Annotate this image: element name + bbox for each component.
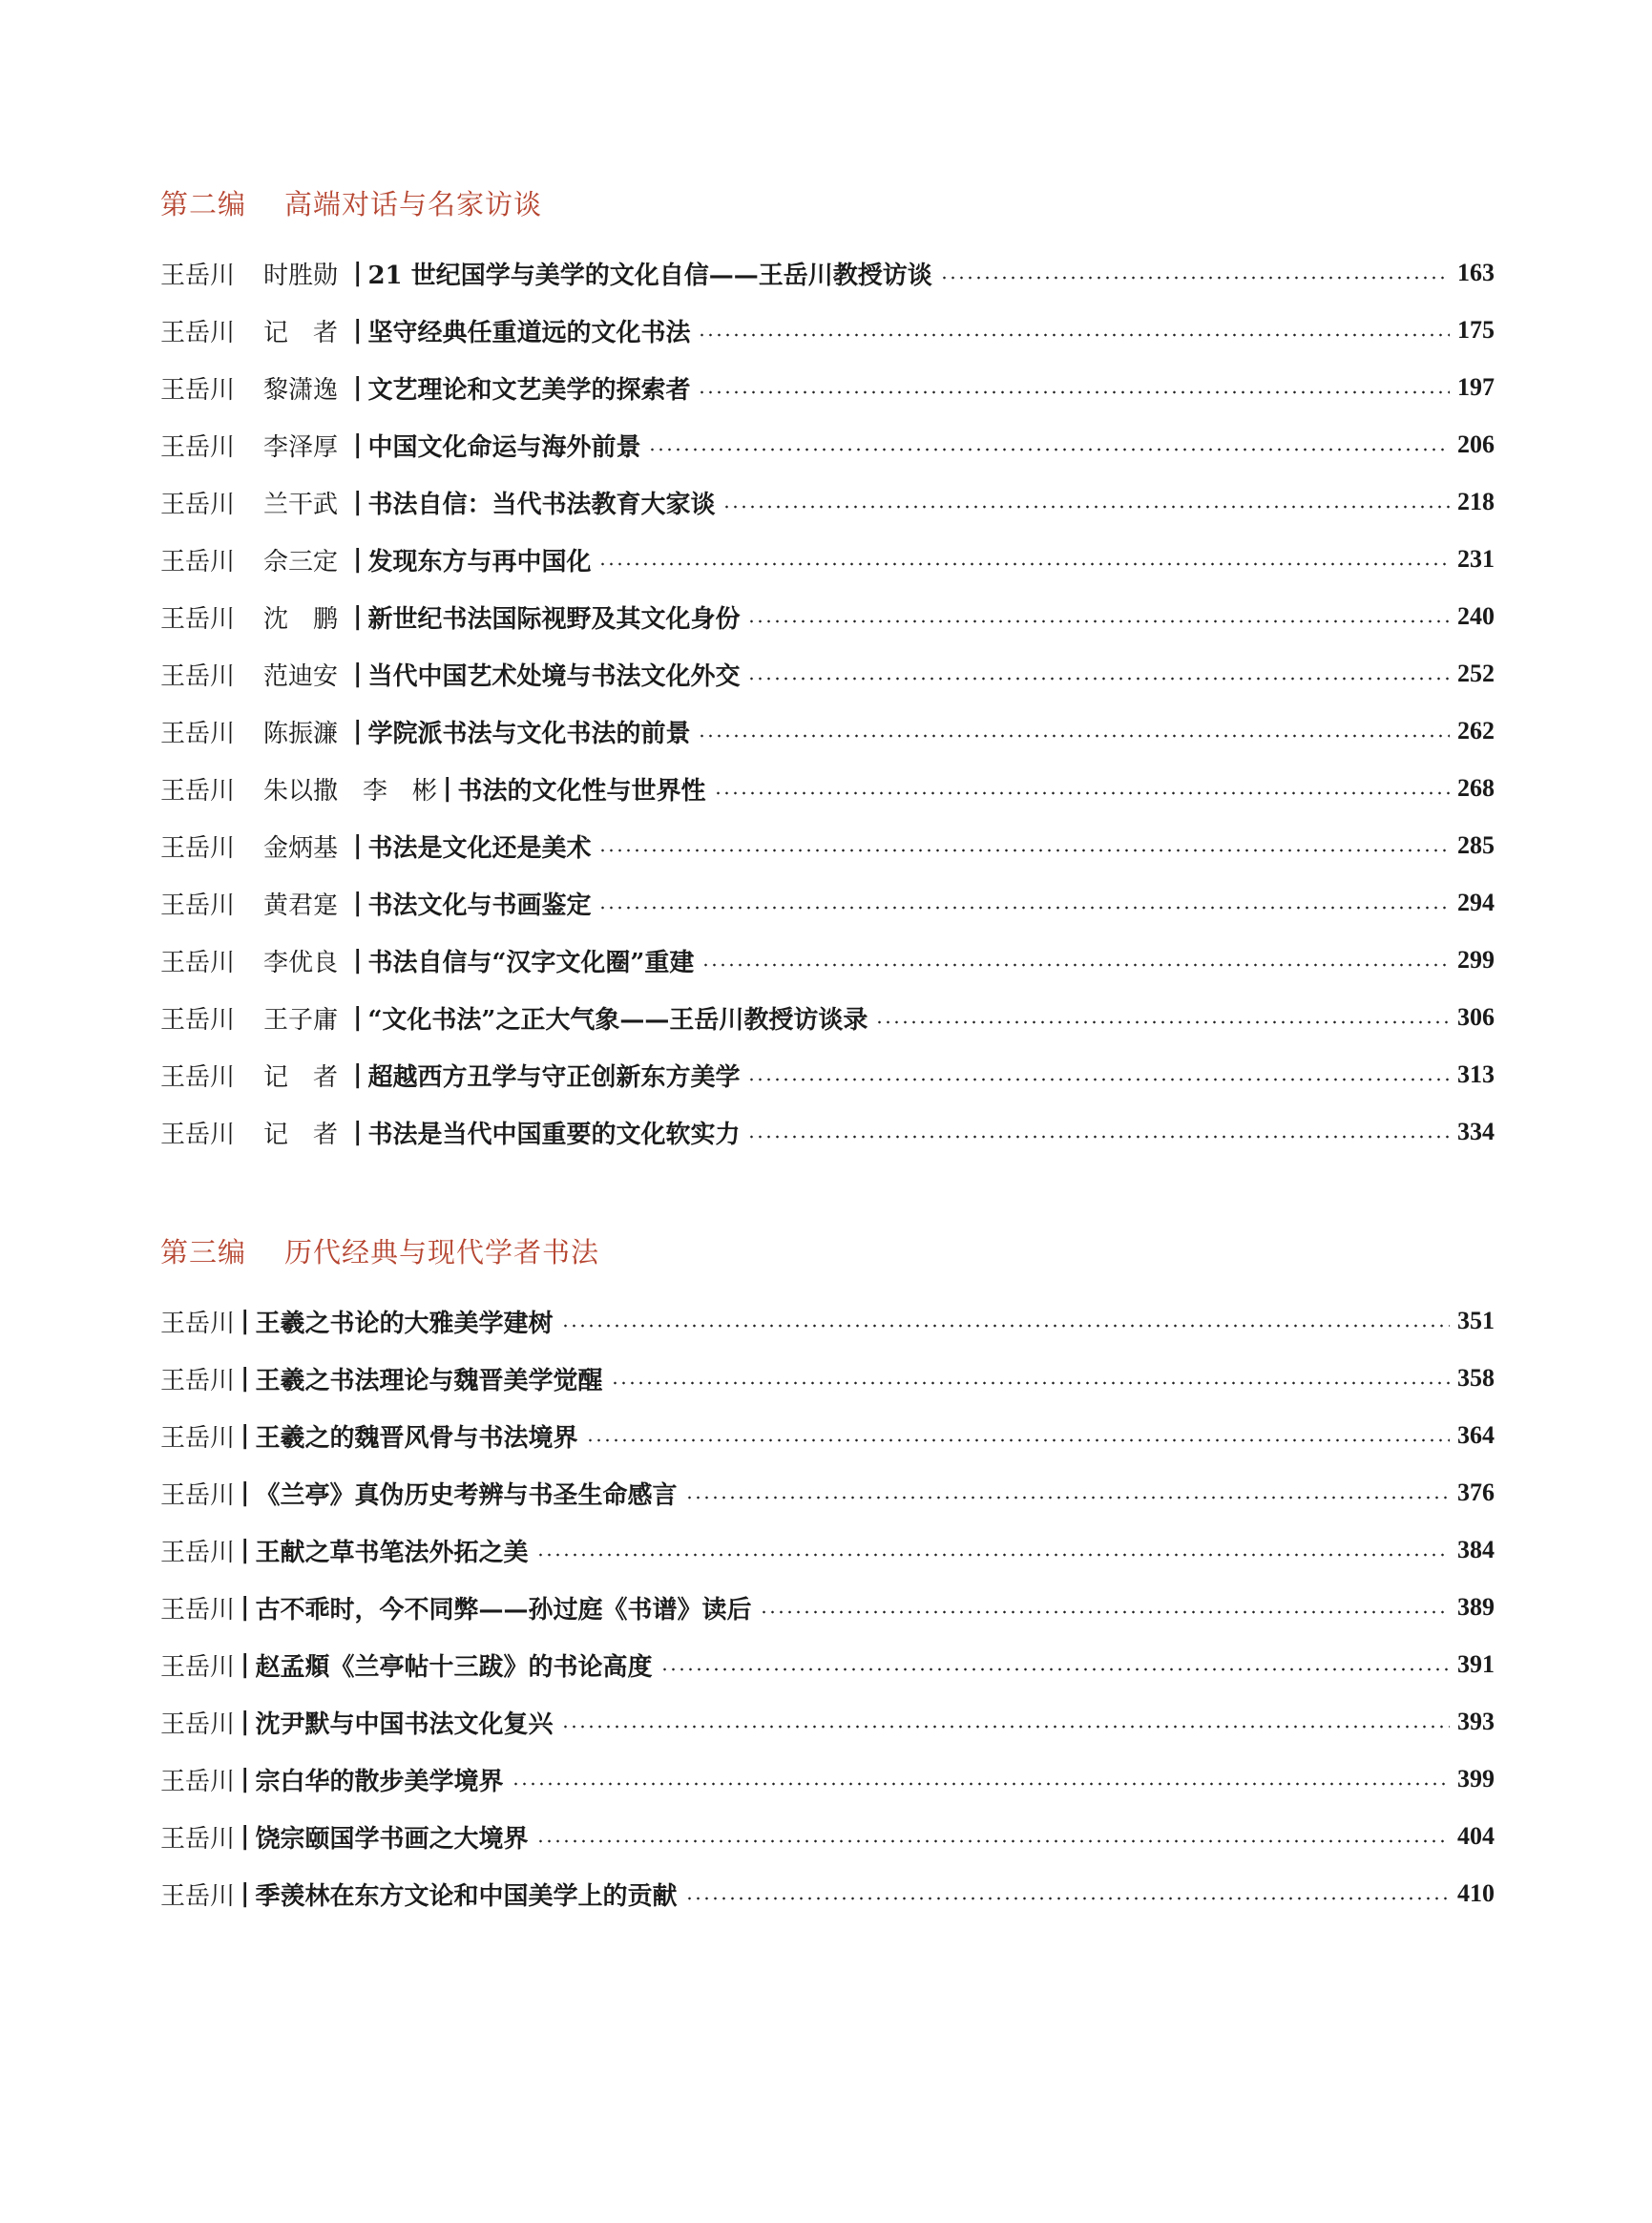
section-heading [160,1231,1495,1273]
separator-bar: | [353,316,363,345]
entry-interlocutor: 兰干武 [263,490,339,519]
entry-page-number: 175 [1457,316,1495,344]
dot-leader [722,505,1450,509]
entry-interlocutor: 佘三定 [263,547,339,577]
dot-leader [685,1897,1451,1900]
entry-page-number: 399 [1457,1765,1495,1793]
toc-entry-list [160,244,1495,1161]
entry-interlocutor: 李泽厚 [263,432,339,462]
entry-title: 书法是文化还是美术 [367,833,592,863]
separator-bar: | [443,774,452,803]
entry-interlocutor: 范迪安 [263,661,339,691]
entry-title: 超越西方丑学与守正创新东方美学 [367,1062,741,1092]
toc-entry[interactable] [160,1464,1495,1521]
section-number: 第二编 [160,188,247,220]
toc-entry[interactable] [160,1407,1495,1464]
entry-author: 王岳川 [160,1824,236,1854]
entry-author: 王岳川 [160,490,236,519]
entry-page-number: 306 [1457,1003,1495,1031]
toc-entry[interactable] [160,645,1495,703]
separator-bar: | [353,717,363,745]
entry-title: 文艺理论和文艺美学的探索者 [367,375,691,405]
toc-entry[interactable] [160,473,1495,531]
separator-bar: | [353,373,363,402]
entry-author: 王岳川 [160,318,236,347]
toc-section-3 [160,1231,1495,1922]
entry-author: 王岳川 [160,1480,236,1510]
dot-leader [660,1667,1451,1671]
entry-page-number: 376 [1457,1479,1495,1506]
entry-title: 《兰亭》真伪历史考辨与书圣生命感言 [255,1480,678,1510]
toc-entry[interactable] [160,1521,1495,1579]
entry-page-number: 384 [1457,1536,1495,1563]
entry-page-number: 197 [1457,373,1495,401]
dot-leader [536,1839,1451,1843]
entry-interlocutor: 李优良 [263,948,339,977]
entry-title: 王羲之的魏晋风骨与书法境界 [255,1423,578,1453]
entry-author: 王岳川 [160,1538,236,1567]
toc-entry[interactable] [160,416,1495,473]
entry-author: 王岳川 [160,776,236,806]
separator-bar: | [240,1307,250,1335]
dot-leader [875,1020,1450,1024]
entry-interlocutor: 金炳基 [263,833,339,863]
entry-title: 书法文化与书画鉴定 [367,891,592,920]
toc-entry[interactable] [160,1103,1495,1161]
entry-page-number: 231 [1457,545,1495,573]
entry-page-number: 262 [1457,717,1495,744]
separator-bar: | [353,602,363,631]
separator-bar: | [240,1593,250,1622]
separator-bar: | [240,1879,250,1908]
separator-bar: | [240,1479,250,1507]
entry-title: 书法的文化性与世界性 [457,776,706,806]
entry-interlocutor: 记 者 [263,318,339,347]
entry-page-number: 410 [1457,1879,1495,1907]
entry-page-number: 364 [1457,1421,1495,1449]
entry-interlocutor: 黎潇逸 [263,375,339,405]
entry-author: 王岳川 [160,1881,236,1911]
section-title: 高端对话与名家访谈 [284,188,543,220]
dot-leader [598,849,1450,852]
separator-bar: | [353,488,363,516]
entry-page-number: 268 [1457,774,1495,802]
entry-author: 王岳川 [160,1309,236,1338]
entry-page-number: 334 [1457,1118,1495,1145]
dot-leader [536,1553,1451,1557]
toc-entry[interactable] [160,874,1495,932]
entry-title: “文化书法”之正大气象——王岳川教授访谈录 [367,1005,868,1035]
entry-author: 王岳川 [160,432,236,462]
entry-author: 王岳川 [160,261,236,290]
separator-bar: | [353,889,363,917]
entry-title: 发现东方与再中国化 [367,547,592,577]
entry-title: 季羡林在东方文论和中国美学上的贡献 [255,1881,678,1911]
entry-page-number: 294 [1457,889,1495,916]
section-heading [160,183,1495,225]
entry-author: 王岳川 [160,719,236,748]
entry-title: 21 世纪国学与美学的文化自信——王岳川教授访谈 [367,261,932,290]
entry-author: 王岳川 [160,1366,236,1395]
separator-bar: | [353,430,363,459]
entry-interlocutor: 陈振濂 [263,719,339,748]
separator-bar: | [353,1003,363,1032]
entry-title: 书法是当代中国重要的文化软实力 [367,1120,741,1149]
dot-leader [598,562,1450,566]
entry-author: 王岳川 [160,948,236,977]
separator-bar: | [240,1421,250,1450]
toc-entry[interactable] [160,1292,1495,1350]
dot-leader [940,276,1450,280]
toc-entry[interactable] [160,1693,1495,1751]
entry-page-number: 358 [1457,1364,1495,1392]
dot-leader [698,734,1450,738]
entry-interlocutor: 朱以撒 李 彬 [263,776,438,806]
toc-entry[interactable] [160,1636,1495,1693]
entry-author: 王岳川 [160,1709,236,1739]
dot-leader [747,619,1450,623]
entry-author: 王岳川 [160,1423,236,1453]
dot-leader [685,1496,1451,1499]
toc-entry[interactable] [160,302,1495,359]
toc-entry[interactable] [160,359,1495,416]
dot-leader [561,1324,1451,1328]
entry-author: 王岳川 [160,891,236,920]
entry-author: 王岳川 [160,1652,236,1682]
entry-page-number: 393 [1457,1708,1495,1735]
entry-page-number: 313 [1457,1060,1495,1088]
entry-title: 书法自信：当代书法教育大家谈 [367,490,716,519]
entry-author: 王岳川 [160,604,236,634]
entry-page-number: 391 [1457,1650,1495,1678]
entry-author: 王岳川 [160,1062,236,1092]
dot-leader [698,390,1450,394]
separator-bar: | [353,1118,363,1146]
toc-entry[interactable] [160,1579,1495,1636]
dot-leader [698,333,1450,337]
separator-bar: | [240,1364,250,1393]
entry-title: 中国文化命运与海外前景 [367,432,641,462]
entry-page-number: 404 [1457,1822,1495,1850]
entry-page-number: 351 [1457,1307,1495,1334]
toc-entry-list [160,1292,1495,1922]
dot-leader [648,448,1450,451]
entry-title: 新世纪书法国际视野及其文化身份 [367,604,741,634]
separator-bar: | [353,259,363,287]
separator-bar: | [240,1650,250,1679]
separator-bar: | [240,1708,250,1736]
entry-interlocutor: 时胜勋 [263,261,339,290]
toc-entry[interactable] [160,989,1495,1046]
dot-leader [747,1135,1450,1139]
separator-bar: | [353,1060,363,1089]
entry-title: 赵孟頫《兰亭帖十三跋》的书论高度 [255,1652,653,1682]
dot-leader [714,791,1451,795]
toc-entry[interactable] [160,244,1495,302]
entry-author: 王岳川 [160,1595,236,1625]
entry-author: 王岳川 [160,547,236,577]
entry-title: 饶宗颐国学书画之大境界 [255,1824,529,1854]
separator-bar: | [240,1765,250,1793]
separator-bar: | [240,1536,250,1564]
toc-entry[interactable] [160,760,1495,817]
dot-leader [561,1725,1451,1729]
entry-interlocutor: 沈 鹏 [263,604,339,634]
entry-author: 王岳川 [160,1005,236,1035]
entry-title: 王羲之书论的大雅美学建树 [255,1309,554,1338]
separator-bar: | [353,660,363,688]
section-title: 历代经典与现代学者书法 [284,1236,600,1269]
dot-leader [701,963,1450,967]
toc-entry[interactable] [160,1865,1495,1922]
entry-page-number: 163 [1457,259,1495,286]
entry-author: 王岳川 [160,1120,236,1149]
dot-leader [760,1610,1451,1614]
dot-leader [598,906,1450,910]
toc-section-2 [160,183,1495,1161]
entry-author: 王岳川 [160,1767,236,1796]
entry-interlocutor: 黄君寔 [263,891,339,920]
entry-interlocutor: 记 者 [263,1120,339,1149]
entry-title: 宗白华的散步美学境界 [255,1767,504,1796]
toc-entry[interactable] [160,1808,1495,1865]
entry-page-number: 252 [1457,660,1495,687]
entry-interlocutor: 王子庸 [263,1005,339,1035]
entry-title: 王献之草书笔法外拓之美 [255,1538,529,1567]
dot-leader [747,677,1450,681]
toc-entry[interactable] [160,1751,1495,1808]
entry-title: 书法自信与“汉字文化圈”重建 [367,948,695,977]
separator-bar: | [353,831,363,860]
dot-leader [512,1782,1451,1786]
entry-title: 古不乖时，今不同弊——孙过庭《书谱》读后 [255,1595,752,1625]
section-number: 第三编 [160,1236,247,1269]
separator-bar: | [353,545,363,574]
entry-page-number: 285 [1457,831,1495,859]
entry-title: 学院派书法与文化书法的前景 [367,719,691,748]
toc-entry[interactable] [160,703,1495,760]
entry-page-number: 299 [1457,946,1495,974]
dot-leader [611,1381,1451,1385]
dot-leader [747,1078,1450,1081]
dot-leader [586,1438,1451,1442]
toc-entry[interactable] [160,1046,1495,1103]
toc-entry[interactable] [160,817,1495,874]
entry-author: 王岳川 [160,375,236,405]
entry-page-number: 218 [1457,488,1495,515]
entry-page-number: 206 [1457,430,1495,458]
entry-title: 王羲之书法理论与魏晋美学觉醒 [255,1366,603,1395]
entry-author: 王岳川 [160,661,236,691]
entry-interlocutor: 记 者 [263,1062,339,1092]
toc-entry[interactable] [160,1350,1495,1407]
entry-author: 王岳川 [160,833,236,863]
toc-entry[interactable] [160,531,1495,588]
entry-title: 坚守经典任重道远的文化书法 [367,318,691,347]
separator-bar: | [353,946,363,975]
toc-entry[interactable] [160,588,1495,645]
separator-bar: | [240,1822,250,1851]
toc-entry[interactable] [160,932,1495,989]
entry-page-number: 389 [1457,1593,1495,1621]
entry-title: 当代中国艺术处境与书法文化外交 [367,661,741,691]
entry-page-number: 240 [1457,602,1495,630]
entry-title: 沈尹默与中国书法文化复兴 [255,1709,554,1739]
